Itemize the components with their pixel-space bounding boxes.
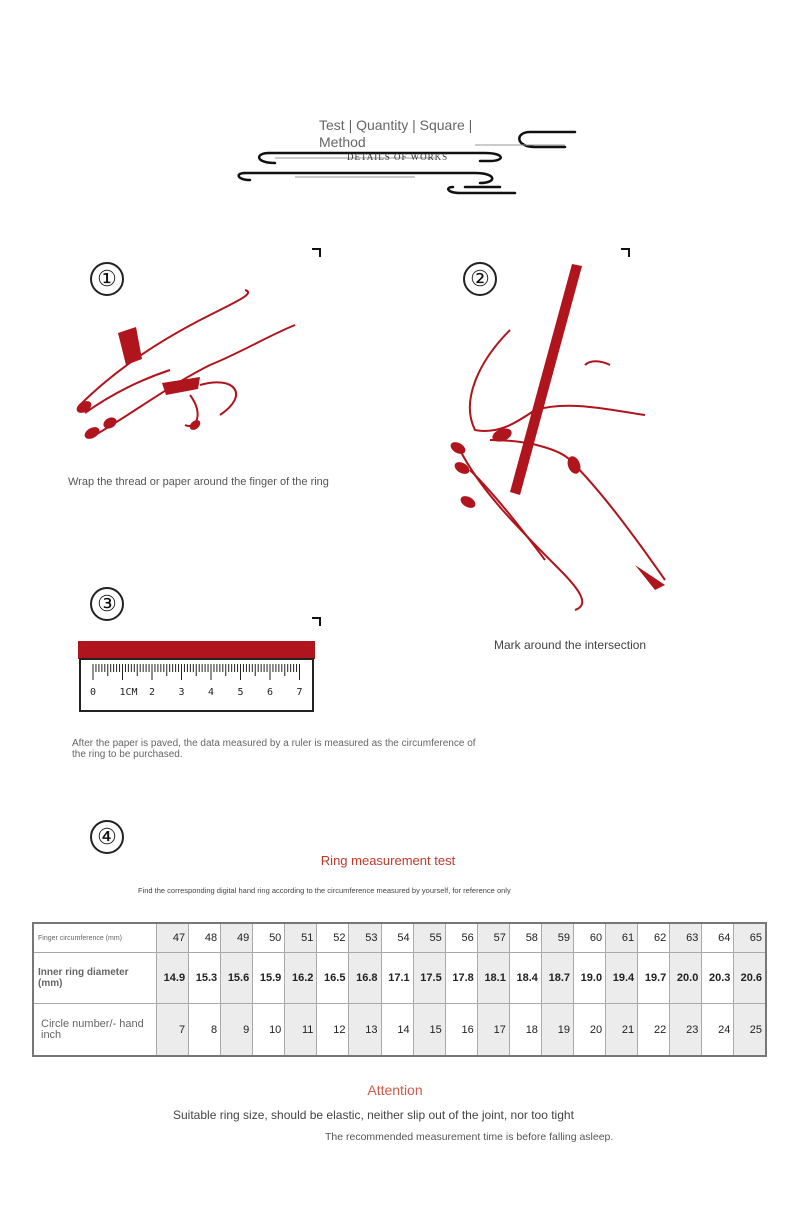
table-row (33, 923, 766, 953)
table-cell: 8 (189, 1004, 221, 1056)
ruler-label: 0 (90, 687, 97, 698)
table-cell: 24 (702, 1004, 734, 1056)
ruler-ticks (81, 662, 312, 686)
table-cell: 55 (413, 923, 445, 953)
attention-title: Attention (367, 1082, 423, 1098)
table-cell: 63 (670, 923, 702, 953)
table-cell: 53 (349, 923, 381, 953)
row-label: Inner ring diameter (mm) (33, 953, 157, 1004)
table-cell: 15 (413, 1004, 445, 1056)
table-cell: 16.2 (285, 953, 317, 1004)
table-cell: 58 (509, 923, 541, 953)
table-cell: 18 (509, 1004, 541, 1056)
table-cell: 19 (541, 1004, 573, 1056)
table-cell: 52 (317, 923, 349, 953)
ring-test-title: Ring measurement test (320, 853, 456, 868)
table-cell: 23 (670, 1004, 702, 1056)
step-3-caption: After the paper is paved, the data measured by a ruler is measured as the circumference of the ring to be purchased. (72, 738, 476, 760)
table-cell: 11 (285, 1004, 317, 1056)
table-cell: 57 (477, 923, 509, 953)
table-cell: 16.5 (317, 953, 349, 1004)
table-cell: 18.4 (509, 953, 541, 1004)
table-row (33, 1004, 766, 1056)
table-cell: 20.3 (702, 953, 734, 1004)
table-cell: 15.6 (221, 953, 253, 1004)
table-cell: 61 (606, 923, 638, 953)
ruler-labels (81, 687, 312, 701)
ruler-label: 5 (237, 687, 244, 698)
table-cell: 19.4 (606, 953, 638, 1004)
table-cell: 54 (381, 923, 413, 953)
table-cell: 62 (638, 923, 670, 953)
table-cell: 17 (477, 1004, 509, 1056)
attention-line-1: Suitable ring size, should be elastic, neither slip out of the joint, nor too tight (173, 1108, 574, 1122)
table-cell: 48 (189, 923, 221, 953)
table-cell: 15.9 (253, 953, 285, 1004)
row-label: Circle number/- hand inch (33, 1004, 157, 1056)
table-cell: 14 (381, 1004, 413, 1056)
table-cell: 19.7 (638, 953, 670, 1004)
table-cell: 17.8 (445, 953, 477, 1004)
table-cell: 20 (574, 1004, 606, 1056)
ruler-label: 4 (208, 687, 215, 698)
ruler-label: 3 (178, 687, 185, 698)
table-cell: 16 (445, 1004, 477, 1056)
step-1-corner-mark (312, 248, 321, 257)
step-1-caption: Wrap the thread or paper around the finger of the ring (68, 476, 329, 488)
table-row (33, 953, 766, 1004)
table-cell: 12 (317, 1004, 349, 1056)
table-cell: 25 (734, 1004, 766, 1056)
ring-size-table (32, 922, 767, 1057)
table-cell: 64 (702, 923, 734, 953)
hand-pencil-illustration (440, 260, 680, 620)
table-cell: 16.8 (349, 953, 381, 1004)
table-cell: 13 (349, 1004, 381, 1056)
ruler-label: 6 (267, 687, 274, 698)
table-cell: 49 (221, 923, 253, 953)
table-cell: 65 (734, 923, 766, 953)
table-cell: 21 (606, 1004, 638, 1056)
table-cell: 60 (574, 923, 606, 953)
ruler-label: 2 (149, 687, 156, 698)
table-cell: 17.1 (381, 953, 413, 1004)
table-cell: 9 (221, 1004, 253, 1056)
ruler-label: 1CM (119, 687, 138, 698)
table-cell: 22 (638, 1004, 670, 1056)
step-2-corner-mark (621, 248, 630, 257)
table-cell: 17.5 (413, 953, 445, 1004)
step-2-caption: Mark around the intersection (494, 638, 647, 652)
table-cell: 19.0 (574, 953, 606, 1004)
table-cell: 18.7 (541, 953, 573, 1004)
row-label: Finger circumference (mm) (33, 923, 157, 953)
table-cell: 51 (285, 923, 317, 953)
paper-strip (78, 641, 315, 659)
table-cell: 15.3 (189, 953, 221, 1004)
table-cell: 59 (541, 923, 573, 953)
header-title: Test | Quantity | Square | Method (319, 117, 473, 150)
header-subtitle: DETAILS OF WORKS (347, 152, 449, 162)
hand-wrap-illustration (70, 285, 310, 445)
step-3-number: ③ (90, 587, 124, 621)
table-cell: 10 (253, 1004, 285, 1056)
ruler-label: 7 (296, 687, 303, 698)
step-4-number: ④ (90, 820, 124, 854)
table-cell: 56 (445, 923, 477, 953)
table-cell: 14.9 (157, 953, 189, 1004)
ring-test-note: Find the corresponding digital hand ring according to the circumference measured by yourself, for reference only (138, 886, 511, 895)
ruler (79, 658, 314, 712)
table-cell: 20.6 (734, 953, 766, 1004)
step-2-number: ② (463, 262, 497, 296)
table-cell: 47 (157, 923, 189, 953)
step-1-number: ① (90, 262, 124, 296)
table-cell: 20.0 (670, 953, 702, 1004)
table-cell: 18.1 (477, 953, 509, 1004)
attention-line-2: The recommended measurement time is before falling asleep. (325, 1131, 614, 1143)
table-cell: 50 (253, 923, 285, 953)
table-cell: 7 (157, 1004, 189, 1056)
step-3-corner-mark (312, 617, 321, 626)
